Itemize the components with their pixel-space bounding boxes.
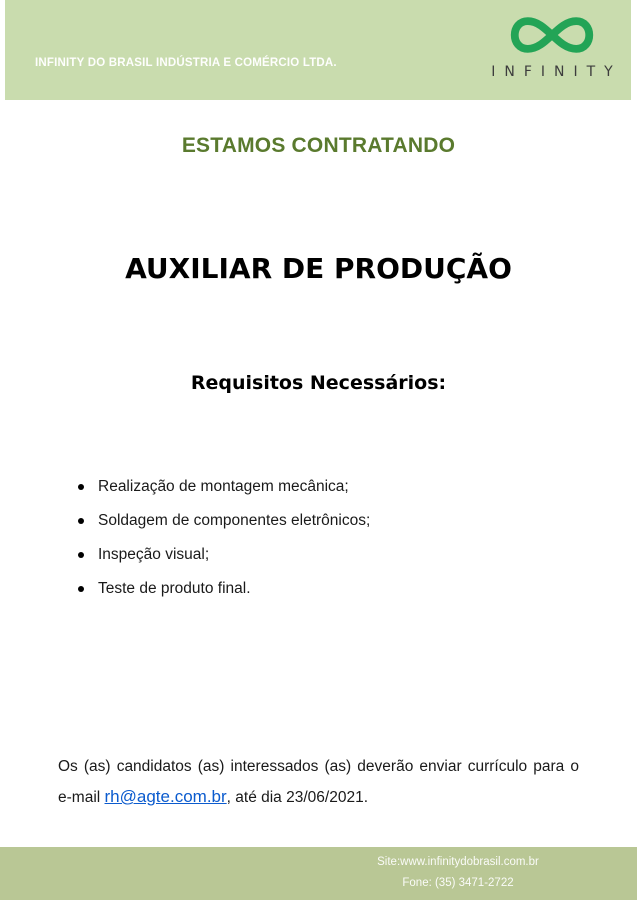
hiring-banner: ESTAMOS CONTRATANDO bbox=[181, 134, 456, 157]
requirement-text: Teste de produto final. bbox=[98, 580, 251, 597]
footer-band bbox=[0, 847, 637, 900]
bullet-icon bbox=[78, 518, 84, 524]
closing-line2-prefix: e-mail bbox=[58, 789, 105, 806]
bullet-icon bbox=[78, 586, 84, 592]
requirement-text: Soldagem de componentes eletrônicos; bbox=[98, 512, 371, 529]
brand-text: INFINITY bbox=[491, 64, 622, 80]
requirement-text: Inspeção visual; bbox=[98, 546, 210, 563]
company-name: INFINITY DO BRASIL INDÚSTRIA E COMÉRCIO LTDA. bbox=[35, 57, 337, 69]
footer-phone: Fone: (35) 3471-2722 bbox=[402, 877, 514, 889]
company-cnpj: CNPJ: 21.619.343/0001-09 bbox=[35, 109, 163, 121]
requirement-item bbox=[78, 580, 577, 598]
closing-line1: Os (as) candidatos (as) interessados (as) deverão enviar currículo para o bbox=[58, 758, 579, 775]
requirement-text: Realização de montagem mecânica; bbox=[98, 478, 349, 495]
job-title: AUXILIAR DE PRODUÇÃO bbox=[125, 252, 512, 285]
requirements-list bbox=[78, 478, 577, 614]
requirement-item bbox=[78, 478, 577, 496]
requirement-item bbox=[78, 546, 577, 564]
footer-site: Site:www.infinitydobrasil.com.br bbox=[377, 856, 539, 868]
closing-line2-suffix: , até dia 23/06/2021. bbox=[226, 789, 368, 806]
infinity-icon bbox=[487, 8, 617, 62]
footer-contact bbox=[308, 852, 608, 894]
company-address-line1: Rua Maria Andrade Moreira, 20/BL13 - Bairro Família Andrade bbox=[35, 159, 326, 172]
company-logo bbox=[487, 8, 622, 80]
bullet-icon bbox=[78, 484, 84, 490]
closing-paragraph bbox=[58, 752, 579, 813]
bullet-icon bbox=[78, 552, 84, 558]
requirement-item bbox=[78, 512, 577, 530]
requirements-heading: Requisitos Necessários: bbox=[190, 372, 447, 394]
email-link[interactable]: rh@agte.com.br bbox=[104, 787, 227, 806]
closing-line2 bbox=[58, 782, 579, 813]
company-address-line2: Santa Rita do Sapucaí – MG CEP: 37540-000 bbox=[35, 210, 256, 222]
